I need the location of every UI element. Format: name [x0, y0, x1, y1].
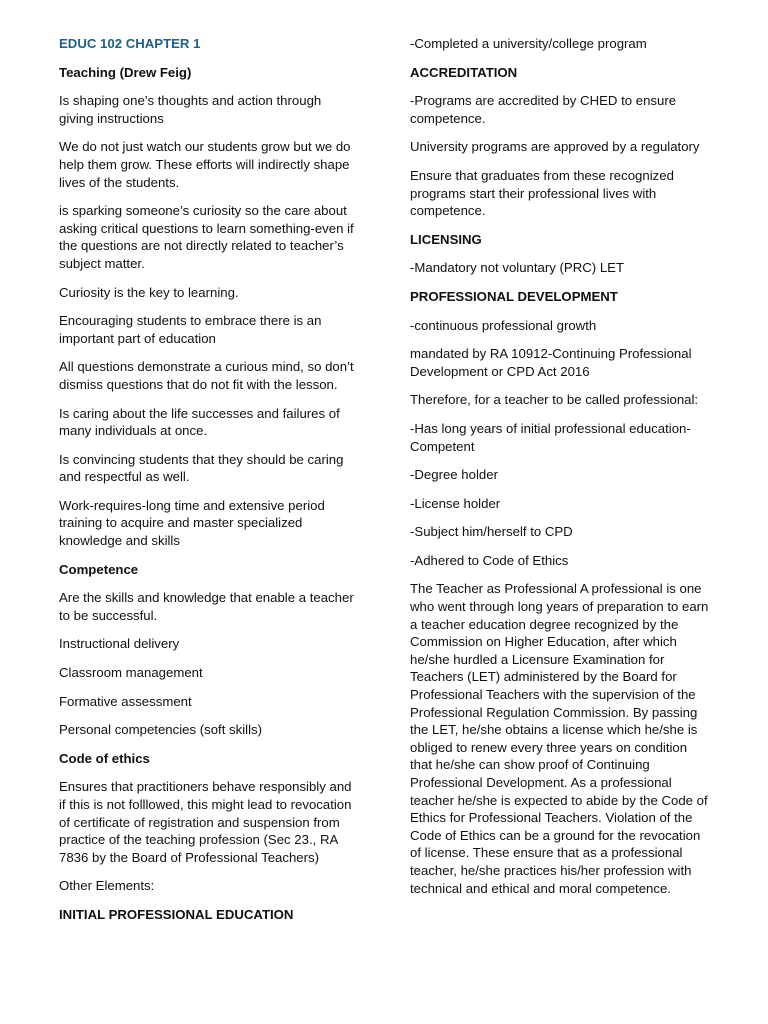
section-heading: Teaching (Drew Feig)	[59, 64, 192, 80]
paragraph: The Teacher as Professional A professional is one who went through long years of preparation to earn a teacher education degree recognized by the Commission on Higher Education, after which he/she hurdled a Licensure Examination for Teachers (LET) administered by the Board for Professional Teachers with the supervision of the Professional Regulation Commission. By passing the LET, he/she obtains a license which he/she is obliged to renew every three years on condition that he/she can show proof of Continuing Professional Development. As a professional teacher he/she is expected to abide by the Code of Ethics for Professional Teachers. Violation of the Code of Ethics can be a ground for the revocation of license. These ensure that as a professional teacher, he/she practices his/her profession with technical and ethical and moral competence.	[410, 581, 709, 896]
left-column	[59, 35, 359, 935]
paragraph: Formative assessment	[59, 693, 192, 709]
paragraph: Ensure that graduates from these recognized programs start their professional lives with competence.	[410, 167, 674, 219]
paragraph: Instructional delivery	[59, 636, 180, 652]
paragraph: Are the skills and knowledge that enable a teacher to be successful.	[59, 590, 354, 623]
paragraph: Classroom management	[59, 665, 203, 681]
paragraph: Therefore, for a teacher to be called professional:	[410, 392, 699, 408]
paragraph: Curiosity is the key to learning.	[59, 284, 239, 300]
section-heading: PROFESSIONAL DEVELOPMENT	[410, 288, 618, 304]
document-title: EDUC 102 CHAPTER 1	[59, 36, 201, 51]
paragraph: Is shaping one’s thoughts and action through giving instructions	[59, 93, 322, 126]
section-heading: LICENSING	[410, 231, 482, 247]
paragraph: -Degree holder	[410, 467, 498, 483]
paragraph: Encouraging students to embrace there is an important part of education	[59, 313, 322, 346]
paragraph: University programs are approved by a regulatory	[410, 139, 700, 155]
paragraph: -Has long years of initial professional education-Competent	[410, 420, 691, 454]
right-column	[410, 35, 710, 908]
paragraph: -Adhered to Code of Ethics	[410, 552, 569, 568]
paragraph: -continuous professional growth	[410, 317, 597, 333]
paragraph: -License holder	[410, 495, 501, 511]
paragraph: -Subject him/herself to CPD	[410, 524, 573, 540]
paragraph: Personal competencies (soft skills)	[59, 722, 263, 738]
paragraph: Is caring about the life successes and failures of many individuals at once.	[59, 405, 340, 439]
paragraph: Ensures that practitioners behave responsibly and if this is not folllowed, this might lead to revocation of certificate of registration and suspension from practice of the teaching profession (Sec 23., RA 7836 by the Board of Professional Teachers)	[59, 779, 352, 865]
paragraph: is sparking someone’s curiosity so the care about asking critical questions to learn something-even if the questions are not directly related to teacher’s subject matter.	[59, 203, 354, 271]
section-heading: INITIAL PROFESSIONAL EDUCATION	[59, 906, 294, 922]
section-heading: ACCREDITATION	[410, 64, 518, 80]
paragraph: mandated by RA 10912-Continuing Professional Development or CPD Act 2016	[410, 346, 692, 379]
section-heading: Competence	[59, 561, 139, 577]
paragraph: We do not just watch our students grow but we do help them grow. These efforts will indirectly shape lives of the students.	[59, 139, 351, 190]
paragraph: -Programs are accredited by CHED to ensure competence.	[410, 93, 677, 126]
paragraph: -Mandatory not voluntary (PRC) LET	[410, 260, 625, 276]
paragraph: Other Elements:	[59, 878, 155, 894]
paragraph: All questions demonstrate a curious mind, so don’t dismiss questions that do not fit with the lesson.	[59, 359, 354, 392]
paragraph: Work-requires-long time and extensive period training to acquire and master specialized knowledge and skills	[59, 497, 325, 549]
paragraph: Is convincing students that they should be caring and respectful as well.	[59, 451, 344, 485]
paragraph: -Completed a university/college program	[410, 36, 647, 51]
section-heading: Code of ethics	[59, 750, 150, 766]
